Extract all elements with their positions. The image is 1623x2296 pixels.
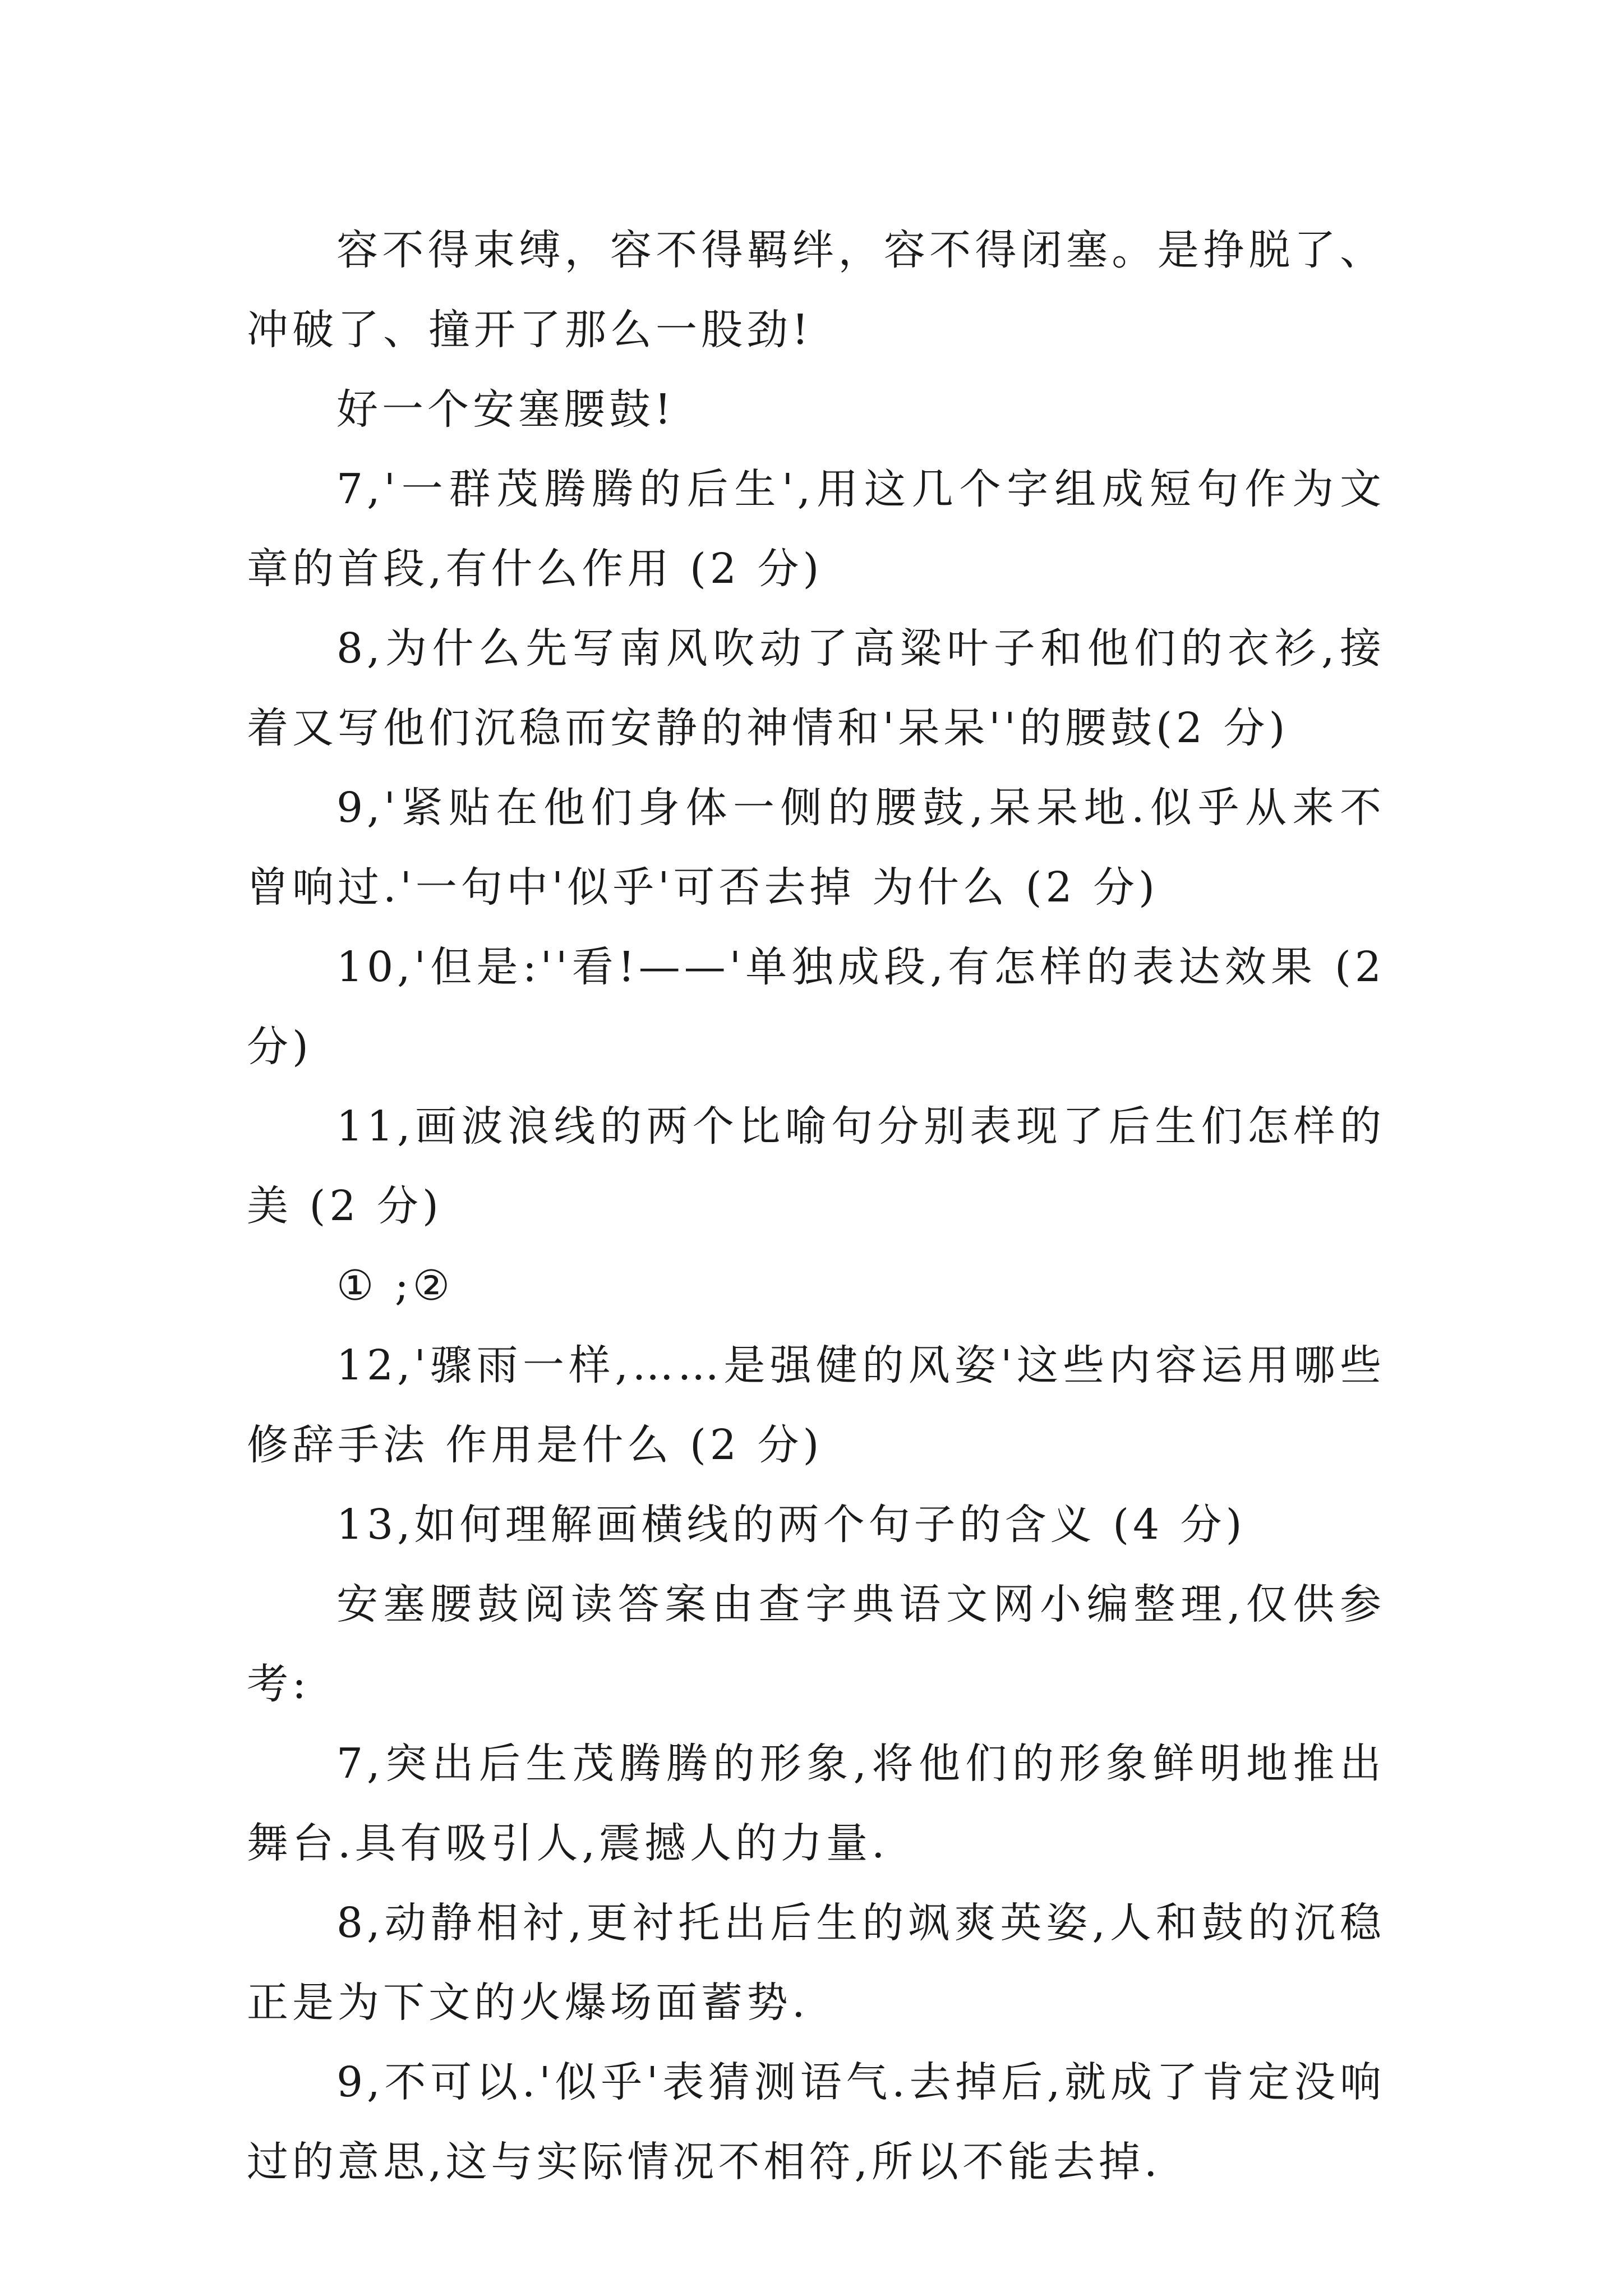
answer-heading: 安塞腰鼓阅读答案由查字典语文网小编整理,仅供参考:	[247, 1580, 1385, 1708]
question-8: 8,为什么先写南风吹动了高粱叶子和他们的衣衫,接着又写他们沉稳而安静的神情和'呆呆''的腰鼓(2 分)	[247, 624, 1385, 752]
paragraph-exclamation: 好一个安塞腰鼓!	[336, 385, 675, 434]
question-13: 13,如何理解画横线的两个句子的含义 (4 分)	[336, 1501, 1246, 1549]
document-body	[247, 210, 1385, 2202]
question-12: 12,'骤雨一样,……是强健的风姿'这些内容运用哪些修辞手法 作用是什么 (2 分)	[247, 1341, 1385, 1469]
answer-blanks: ① ;②	[336, 1262, 454, 1310]
answer-7: 7,突出后生茂腾腾的形象,将他们的形象鲜明地推出舞台.具有吸引人,震撼人的力量.	[247, 1740, 1385, 1867]
question-7: 7,'一群茂腾腾的后生',用这几个字组成短句作为文章的首段,有什么作用 (2 分)	[247, 465, 1385, 593]
question-9: 9,'紧贴在他们身体一侧的腰鼓,呆呆地.似乎从来不曾响过.'一句中'似乎'可否去掉 为什么 (2 分)	[247, 784, 1385, 912]
paragraph-constraint-text: 容不得束缚，容不得羁绊，容不得闭塞。是挣脱了、冲破了、撞开了那么一股劲!	[247, 226, 1385, 354]
answer-8: 8,动静相衬,更衬托出后生的飒爽英姿,人和鼓的沉稳正是为下文的火爆场面蓄势.	[247, 1899, 1385, 2027]
question-10: 10,'但是:''看!——'单独成段,有怎样的表达效果 (2 分)	[247, 943, 1385, 1071]
answer-9: 9,不可以.'似乎'表猜测语气.去掉后,就成了肯定没响过的意思,这与实际情况不相符,所以不能去掉.	[247, 2058, 1385, 2186]
question-11: 11,画波浪线的两个比喻句分别表现了后生们怎样的美 (2 分)	[247, 1102, 1385, 1230]
